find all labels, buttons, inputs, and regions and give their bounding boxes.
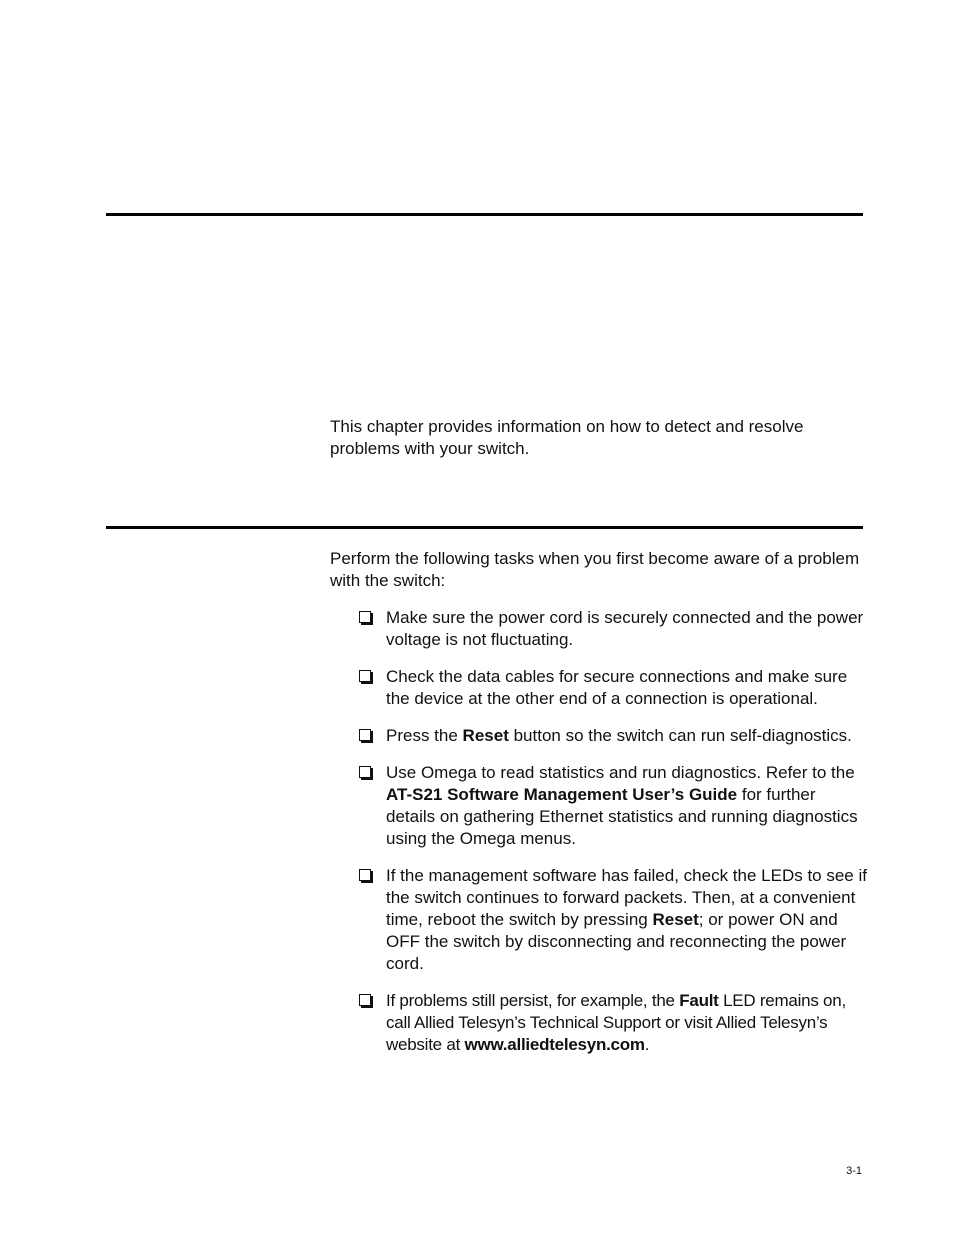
item-text: button so the switch can run self-diagnostics. bbox=[508, 726, 852, 745]
checkbox-icon bbox=[359, 994, 371, 1006]
item-text: If problems still persist, for example, the bbox=[386, 991, 680, 1010]
list-item bbox=[358, 865, 868, 975]
top-divider bbox=[106, 213, 863, 216]
checkbox-icon bbox=[359, 611, 371, 623]
troubleshooting-checklist bbox=[358, 607, 868, 1056]
checkbox-icon bbox=[359, 729, 371, 741]
item-text: If the management software has failed, check the LEDs to see if the switch continues to forward packets. Then, at a convenient time, reboot the switch by pressing bbox=[386, 866, 867, 929]
item-text: Use Omega to read statistics and run diagnostics. Refer to the bbox=[386, 763, 855, 782]
checkbox-icon bbox=[359, 766, 371, 778]
item-text: for further details on gathering Ethernet statistics and running diagnostics using the Omega menus. bbox=[386, 785, 858, 848]
checkbox-icon bbox=[359, 670, 371, 682]
item-text: Make sure the power cord is securely connected and the power voltage is not fluctuating. bbox=[386, 608, 864, 649]
item-text: LED remains on, call Allied Telesyn’s Technical Support or visit Allied Telesyn’s website at bbox=[386, 991, 846, 1054]
item-text: Press the bbox=[386, 726, 463, 745]
item-text: ; or power ON and OFF the switch by disconnecting and reconnecting the power cord. bbox=[386, 910, 847, 973]
guide-title: AT-S21 Software Management User’s Guide bbox=[386, 785, 738, 804]
section-divider bbox=[106, 526, 863, 529]
chapter-intro: This chapter provides information on how to detect and resolve problems with your switch. bbox=[330, 417, 804, 458]
reset-term: Reset bbox=[462, 726, 509, 745]
website-link[interactable]: www.alliedtelesyn.com bbox=[464, 1035, 645, 1054]
list-item bbox=[358, 607, 868, 651]
checkbox-icon bbox=[359, 869, 371, 881]
list-item bbox=[358, 762, 868, 850]
list-item bbox=[358, 666, 868, 710]
page-number: 3-1 bbox=[846, 1165, 862, 1177]
list-item bbox=[358, 725, 868, 747]
section-lead: Perform the following tasks when you first become aware of a problem with the switch: bbox=[330, 549, 860, 590]
item-text: . bbox=[644, 1035, 650, 1054]
item-text: Check the data cables for secure connections and make sure the device at the other end of a connection is operational. bbox=[386, 667, 848, 708]
fault-term: Fault bbox=[679, 991, 719, 1010]
reset-term: Reset bbox=[652, 910, 699, 929]
list-item bbox=[358, 990, 868, 1056]
